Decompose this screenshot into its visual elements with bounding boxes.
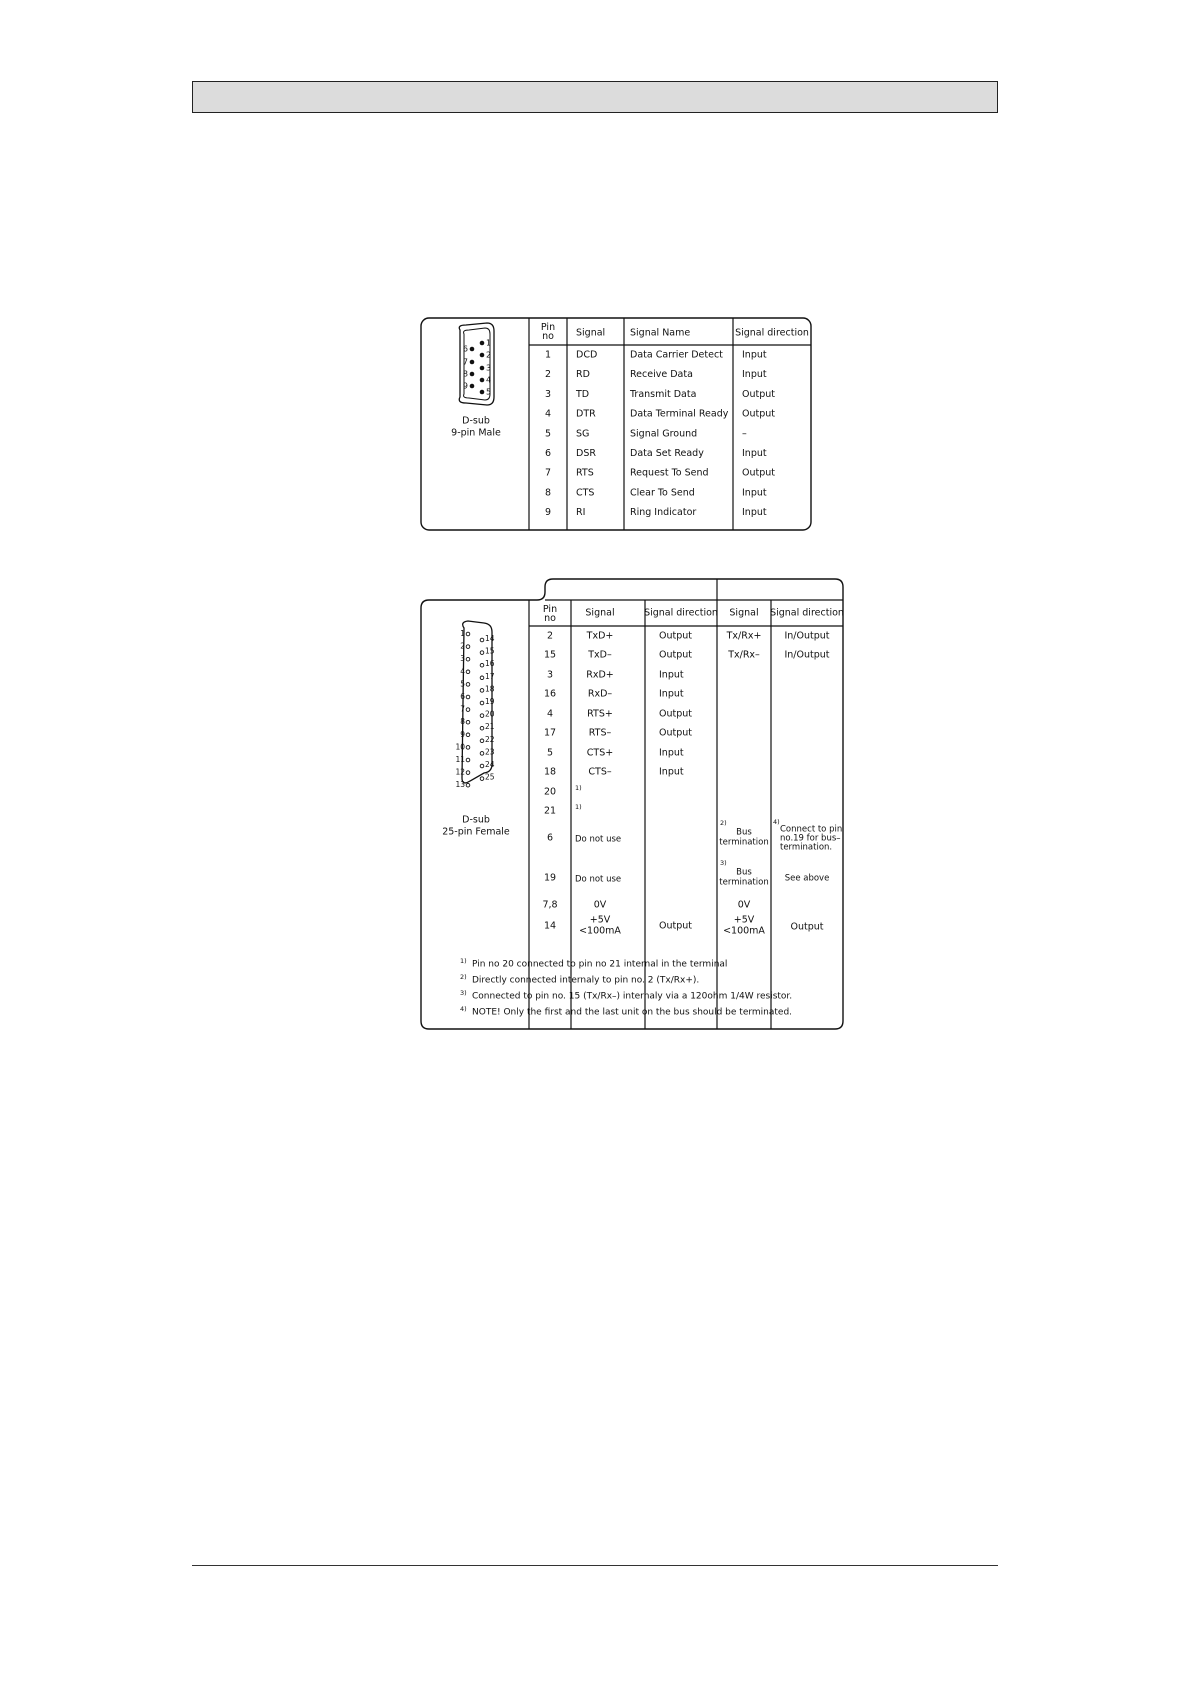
dsub25-pin-label: 4: [460, 666, 465, 676]
table25-signal-direction-a: Input: [659, 766, 684, 778]
dsub25-pin-label: 16: [485, 659, 495, 669]
dsub25-pin: [466, 720, 470, 724]
table25-footnote-mark: 3): [720, 859, 727, 867]
dsub-25-pin-table: [420, 578, 844, 1030]
table25-header-signal-direction-b: Signal direction: [770, 607, 844, 619]
dsub25-pin: [466, 771, 470, 775]
page-header-bar: [192, 81, 998, 113]
table9-header-signal-name: Signal Name: [630, 327, 691, 339]
table9-pin-number: 5: [544, 428, 552, 440]
table25-pin-number: 2: [546, 630, 554, 642]
table9-pin-number: 1: [544, 349, 552, 361]
table9-signal-direction: Input: [742, 349, 767, 361]
table25-signal-direction-a: Input: [659, 688, 684, 700]
dsub25-pin-label: 6: [460, 692, 465, 701]
dsub9-pin: [480, 390, 485, 395]
table25-signal-direction-b: Output: [790, 921, 824, 933]
table9-signal-name: Receive Data: [630, 369, 693, 381]
table25-pin-number: 20: [543, 786, 557, 798]
footer-rule: [192, 1565, 998, 1566]
table9-signal-direction: Input: [742, 448, 767, 459]
table9-signal-name: Signal Ground: [630, 428, 698, 440]
dsub25-connector-type: 25-pin Female: [442, 826, 510, 838]
table25-signal-b: <100mA: [723, 925, 765, 937]
table25-pin-number: 14: [543, 920, 557, 932]
dsub25-pin-label: 14: [485, 634, 495, 643]
table25-signal-a: TxD–: [588, 649, 612, 661]
dsub9-connector-name: D-sub: [462, 415, 490, 427]
table25-footnote-mark: 4): [773, 818, 780, 826]
dsub25-pin-label: 19: [485, 697, 495, 706]
dsub25-pin-label: 9: [460, 729, 465, 739]
table9-pin-number: 4: [544, 408, 552, 420]
dsub25-pin-label: 5: [460, 679, 465, 689]
table25-pin-number: 6: [546, 832, 554, 844]
table9-header-pin: Pin no: [540, 321, 556, 342]
dsub25-pin: [466, 632, 470, 636]
table9-signal-direction: Output: [742, 388, 775, 400]
table9-signal-direction: Input: [742, 487, 767, 499]
dsub9-pin: [470, 347, 475, 352]
dsub25-pin-label: 24: [485, 760, 495, 769]
table25-header-signal-b: Signal: [729, 607, 759, 619]
table25-header-pin: Pin no: [542, 603, 558, 624]
table9-signal-name: Transmit Data: [630, 388, 697, 400]
table9-pin-number: 8: [544, 487, 552, 499]
table9-signal-name: Clear To Send: [630, 487, 695, 499]
footnote-text: Connected to pin no. 15 (Tx/Rx–) internaly via a 120ohm 1/4W resistor.: [472, 991, 793, 1002]
table25-signal-b: 0V: [737, 899, 751, 911]
table25-header-signal: Signal: [585, 607, 615, 619]
table9-signal-name: Data Terminal Ready: [630, 408, 729, 420]
table25-pin-number: 19: [543, 872, 557, 884]
table9-signal: TD: [576, 388, 590, 400]
dsub25-pin: [466, 783, 470, 787]
table9-signal-direction: Output: [742, 408, 775, 420]
dsub25-pin: [466, 645, 470, 649]
dsub25-pin-label: 12: [455, 767, 465, 777]
table25-signal-direction-b: no.19 for bus–: [780, 833, 841, 844]
dsub25-pin: [480, 676, 484, 680]
table9-pin-number: 7: [544, 467, 552, 479]
dsub25-pin: [466, 746, 470, 750]
dsub9-pin-label: 7: [462, 357, 468, 367]
table25-signal-a: +5V: [589, 914, 611, 926]
table9-pin-number: 2: [544, 369, 552, 381]
dsub9-pin: [480, 378, 485, 383]
dsub-25-pin-diagram: [420, 578, 844, 1030]
table25-signal-a: 0V: [593, 899, 607, 911]
footnote-text: NOTE! Only the first and the last unit on the bus should be terminated.: [472, 1007, 793, 1018]
table25-signal-direction-a: Output: [659, 708, 692, 720]
dsub25-pin: [480, 752, 484, 756]
table9-pin-number: 3: [544, 388, 552, 400]
footnote-mark: 3): [460, 989, 467, 997]
table9-pin-number: 6: [544, 448, 552, 459]
dsub9-pin: [480, 366, 485, 371]
dsub25-pin-label: 17: [485, 671, 495, 681]
table9-signal-direction: Output: [742, 467, 775, 479]
dsub25-pin-label: 21: [485, 722, 495, 732]
table9-header-signal: Signal: [576, 327, 606, 339]
table9-signal-name: Data Carrier Detect: [630, 349, 723, 361]
table25-signal-direction-a: Output: [659, 630, 692, 642]
table25-signal-a: Do not use: [575, 834, 622, 845]
table25-signal-direction-a: Output: [659, 727, 692, 739]
table25-signal-b: Bus: [736, 827, 752, 838]
table9-pin-number: 9: [544, 507, 552, 519]
table9-signal-direction: Input: [742, 507, 767, 519]
dsub-9-pin-diagram: [420, 317, 812, 531]
dsub25-pin-label: 3: [460, 654, 465, 664]
dsub25-pin: [480, 638, 484, 642]
dsub25-pin-label: 2: [460, 641, 465, 651]
table25-signal-a: TxD+: [586, 630, 614, 642]
table25-signal-a: RTS–: [588, 727, 612, 739]
dsub25-pin-label: 18: [485, 684, 495, 694]
table25-signal-direction-a: Input: [659, 747, 684, 759]
footnote-text: Pin no 20 connected to pin no 21 internal in the terminal: [472, 959, 728, 970]
dsub25-pin: [480, 764, 484, 768]
dsub25-pin-label: 23: [485, 747, 495, 757]
table25-signal-direction-b: See above: [784, 873, 830, 884]
table25-signal-direction-b: termination.: [780, 842, 833, 853]
dsub25-pin-label: 8: [460, 717, 465, 727]
table25-signal-a: CTS+: [586, 747, 614, 759]
table25-header-signal-direction: Signal direction: [644, 607, 718, 619]
table9-signal-direction: Input: [742, 369, 767, 381]
dsub9-pin-label: 3: [486, 363, 492, 373]
table25-signal-direction-a: Output: [659, 649, 692, 661]
table25-signal-direction-b: In/Output: [784, 630, 830, 642]
dsub25-pin: [466, 670, 470, 674]
dsub9-pin-label: 1: [486, 338, 492, 348]
table9-signal: DTR: [576, 408, 596, 420]
dsub25-pin: [480, 739, 484, 743]
dsub25-pin: [480, 714, 484, 718]
table9-signal: CTS: [576, 487, 595, 499]
dsub9-pin: [470, 360, 475, 365]
table25-signal-b: Tx/Rx+: [726, 630, 762, 642]
dsub9-pin: [480, 341, 485, 346]
table25-pin-number: 16: [543, 688, 557, 700]
table25-pin-number: 4: [546, 708, 554, 720]
table9-signal-name: Ring Indicator: [630, 507, 697, 519]
dsub9-pin: [480, 353, 485, 358]
table25-signal-a: RxD–: [587, 688, 613, 700]
dsub25-pin-label: 7: [460, 704, 465, 714]
dsub25-pin-label: 10: [455, 742, 465, 752]
footnote-mark: 1): [460, 957, 467, 965]
table25-pin-number: 21: [543, 805, 557, 817]
dsub25-pin: [480, 701, 484, 705]
footnote-text: Directly connected internaly to pin no. 2 (Tx/Rx+).: [472, 975, 700, 986]
table25-pin-number: 3: [546, 669, 554, 681]
dsub25-pin-label: 13: [455, 780, 465, 790]
table25-signal-a: <100mA: [579, 925, 621, 937]
footnote-mark: 4): [460, 1005, 467, 1013]
table9-signal: RD: [576, 369, 590, 381]
table25-pin-number: 18: [543, 766, 557, 778]
dsub25-pin: [466, 758, 470, 762]
table25-signal-a: Do not use: [575, 874, 622, 885]
dsub25-pin-label: 1: [460, 629, 465, 638]
table25-signal-a: CTS–: [588, 766, 612, 778]
dsub25-pin: [466, 708, 470, 712]
dsub25-pin: [480, 689, 484, 693]
table25-pin-number: 7,8: [542, 899, 558, 911]
dsub9-pin-label: 2: [486, 350, 492, 360]
dsub-9-pin-table: [420, 317, 812, 531]
dsub9-pin-label: 6: [462, 344, 468, 354]
table25-signal-direction-a: Input: [659, 669, 684, 681]
table25-pin-number: 5: [546, 747, 554, 759]
table9-signal: RI: [576, 507, 586, 519]
table25-signal-b: termination: [719, 837, 769, 848]
dsub25-pin-label: 15: [485, 646, 495, 656]
dsub25-pin: [480, 726, 484, 730]
table25-signal-a: RTS+: [587, 708, 613, 720]
dsub25-connector-name: D-sub: [462, 814, 490, 826]
table25-signal-b: Bus: [736, 867, 752, 878]
table25-footnote-mark: 1): [575, 784, 582, 792]
table9-signal-direction: –: [742, 428, 747, 440]
dsub25-pin: [466, 733, 470, 737]
dsub25-pin: [480, 663, 484, 667]
table25-footnote-mark: 1): [575, 803, 582, 811]
dsub25-pin-label: 11: [455, 755, 465, 764]
dsub25-pin-label: 22: [485, 734, 495, 744]
table25-signal-direction-a: Output: [659, 920, 692, 932]
table25-signal-b: termination: [719, 877, 769, 888]
table25-footnote-mark: 2): [720, 819, 727, 827]
dsub9-pin-label: 4: [486, 375, 492, 385]
table25-pin-number: 17: [543, 727, 557, 739]
table25-signal-direction-b: In/Output: [784, 649, 830, 661]
dsub25-pin: [466, 657, 470, 661]
table9-header-signal-direction: Signal direction: [735, 327, 809, 339]
table9-signal-name: Data Set Ready: [630, 448, 704, 459]
table9-signal: DCD: [576, 349, 598, 361]
dsub25-pin: [480, 777, 484, 781]
dsub25-pin: [466, 683, 470, 687]
dsub25-pin: [466, 695, 470, 699]
table9-signal-name: Request To Send: [630, 467, 709, 479]
table25-signal-b: +5V: [733, 914, 755, 926]
dsub25-pin: [480, 651, 484, 655]
dsub25-pin-label: 20: [485, 709, 495, 719]
dsub9-pin-label: 9: [462, 381, 468, 391]
table25-signal-b: Tx/Rx–: [728, 649, 760, 661]
table9-signal: RTS: [576, 467, 594, 479]
dsub9-pin: [470, 372, 475, 377]
dsub9-pin-label: 8: [462, 369, 468, 379]
dsub25-pin-label: 25: [485, 772, 495, 782]
table25-signal-direction-b: Connect to pin: [780, 824, 843, 835]
table9-signal: SG: [576, 428, 590, 440]
dsub9-pin: [470, 384, 475, 389]
footnote-mark: 2): [460, 973, 467, 981]
dsub9-connector-type: 9-pin Male: [451, 427, 501, 439]
table9-signal: DSR: [576, 448, 596, 459]
dsub9-pin-label: 5: [486, 387, 492, 397]
table25-pin-number: 15: [543, 649, 557, 661]
table25-signal-a: RxD+: [586, 669, 614, 681]
